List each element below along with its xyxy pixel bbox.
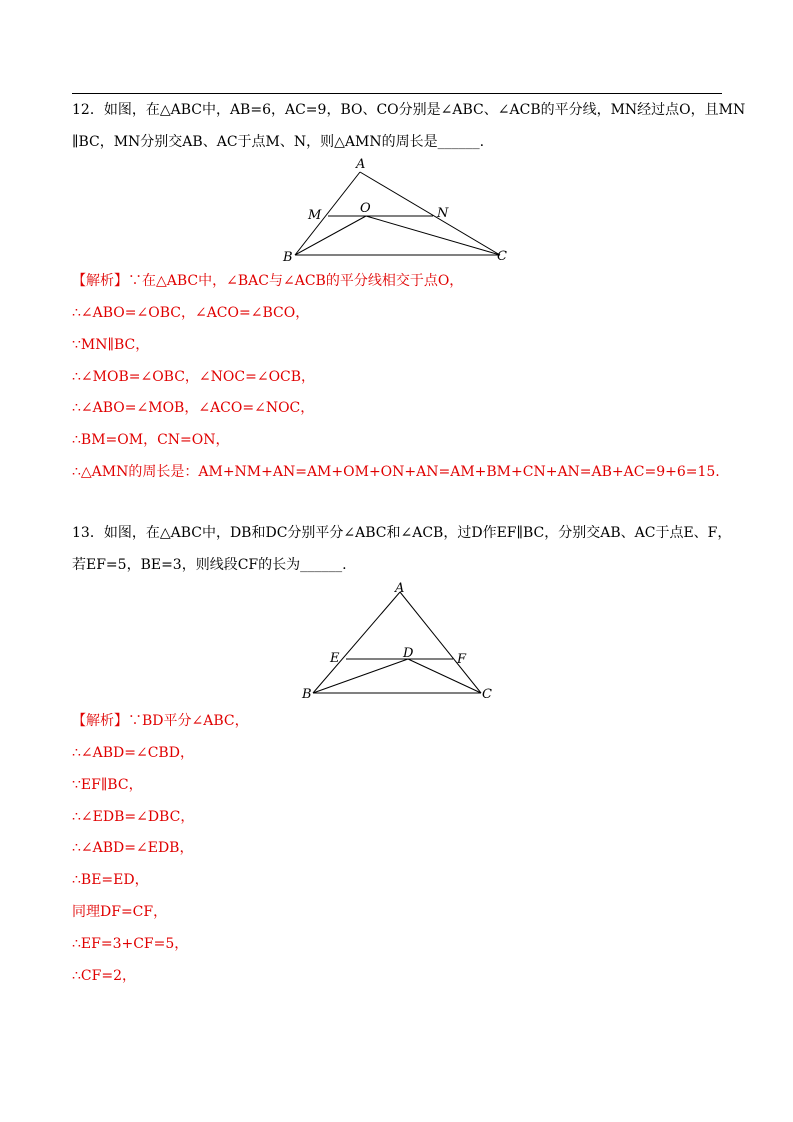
label-a: A — [395, 581, 405, 596]
label-b: B — [302, 687, 312, 702]
problem-12-solution-line-5: ∴∠ABO=∠MOB，∠ACO=∠NOC， — [72, 400, 315, 416]
header-rule — [72, 93, 722, 94]
problem-12-solution-line-6: ∴BM=OM，CN=ON， — [72, 432, 230, 448]
problem-12-solution-line-4: ∴∠MOB=∠OBC，∠NOC=∠OCB， — [72, 369, 316, 385]
segment-cd — [408, 659, 481, 693]
label-o: O — [360, 201, 371, 216]
label-m: M — [308, 208, 322, 223]
label-a: A — [356, 157, 366, 172]
label-e: E — [330, 651, 340, 666]
problem-13-triangle-figure — [295, 578, 505, 706]
problem-12-solution-line-2: ∴∠ABO=∠OBC，∠ACO=∠BCO， — [72, 305, 310, 321]
problem-13-question-line-2: 若EF=5，BE=3，则线段CF的长为______. — [72, 557, 347, 573]
problem-13-question-line-1: 13．如图，在△ABC中，DB和DC分别平分∠ABC和∠ACB，过D作EF∥BC，分别交AB、AC于点E、F， — [72, 525, 732, 541]
label-n: N — [437, 206, 449, 221]
label-c: C — [482, 687, 492, 702]
problem-13-solution-line-1: 【解析】∵BD平分∠ABC， — [72, 713, 249, 729]
segment-ac — [360, 172, 500, 255]
problem-13-solution-line-7: 同理DF=CF， — [72, 904, 168, 920]
segment-ab — [295, 172, 360, 255]
problem-12-triangle-figure — [270, 155, 530, 267]
segment-bo — [295, 216, 366, 255]
problem-13-solution-line-2: ∴∠ABD=∠CBD， — [72, 745, 194, 761]
segment-ac — [400, 592, 481, 693]
problem-13-solution-line-4: ∴∠EDB=∠DBC， — [72, 809, 195, 825]
problem-13-solution-line-6: ∴BE=ED， — [72, 872, 149, 888]
problem-13-solution-line-5: ∴∠ABD=∠EDB， — [72, 840, 194, 856]
label-b: B — [283, 250, 293, 265]
problem-13-solution-line-3: ∵EF∥BC， — [72, 777, 143, 793]
label-c: C — [497, 249, 507, 264]
label-f: F — [457, 652, 467, 667]
problem-12-solution-line-1: 【解析】∵在△ABC中，∠BAC与∠ACB的平分线相交于点O， — [72, 273, 464, 289]
problem-12-question-line-1: 12．如图，在△ABC中，AB=6，AC=9，BO、CO分别是∠ABC、∠ACB的平分线，MN经过点O，且MN — [72, 102, 746, 118]
problem-12-solution-line-7: ∴△AMN的周长是：AM+NM+AN=AM+OM+ON+AN=AM+BM+CN+AN=AB+AC=9+6=15. — [72, 464, 720, 480]
problem-13-solution-line-9: ∴CF=2， — [72, 968, 136, 984]
label-d: D — [403, 646, 414, 661]
segment-co — [366, 216, 500, 255]
problem-12-solution-line-3: ∵MN∥BC， — [72, 337, 150, 353]
problem-13-solution-line-8: ∴EF=3+CF=5， — [72, 936, 189, 952]
problem-12-question-line-2: ∥BC，MN分别交AB、AC于点M、N，则△AMN的周长是______. — [72, 134, 485, 150]
